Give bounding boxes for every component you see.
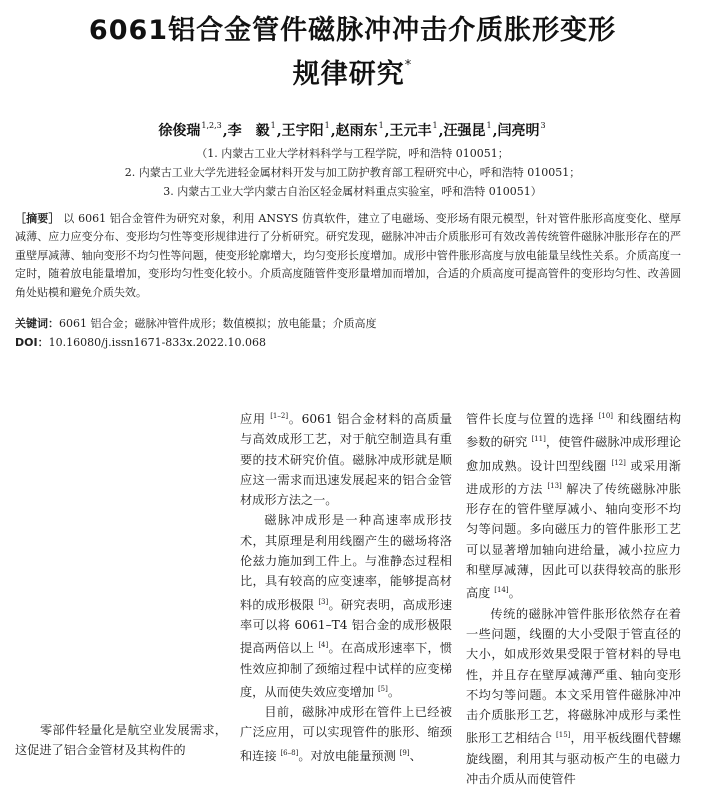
body-text: ，使管件磁脉冲成形理论愈加成熟。设计凹型线圈 [466, 435, 682, 473]
citation-mark: [15] [556, 731, 571, 740]
author-separator: , [222, 123, 228, 139]
citation-mark: [11] [531, 435, 546, 444]
author-affiliation-mark: 1 [486, 121, 492, 130]
author-name: 王元丰 [389, 123, 432, 139]
author-separator: , [492, 123, 498, 139]
citation-mark: [10] [598, 412, 614, 420]
author-name: 徐俊瑞 [158, 123, 201, 139]
citation-mark: [14] [494, 586, 509, 595]
citation-mark: [5] [377, 684, 388, 693]
author-affiliation-mark: 1,2,3 [201, 121, 222, 130]
body-text: 应用 [240, 412, 271, 426]
body-paragraph [240, 406, 452, 510]
title-footnote-mark: * [404, 58, 413, 73]
body-paragraph [240, 702, 452, 766]
body-text: 传统的磁脉冲管件胀形依然存在着一些问题，线圈的大小受限于管直径的大小，如成形效果受限于管材料的导电性，并且存在壁厚减薄严重、轴向变形不均匀等问题。本文采用管件磁脉冲冲击介质胀形工艺，将磁脉冲成形与柔性胀形工艺相结合 [466, 606, 681, 746]
keywords-label: 关键词： [15, 317, 59, 330]
body-paragraph [240, 510, 452, 702]
author-name: 李 毅 [227, 123, 270, 139]
affiliation-3: 3. 内蒙古工业大学内蒙古自治区轻金属材料重点实验室，呼和浩特 010051） [163, 185, 542, 198]
body-text: 管件长度与位置的选择 [466, 412, 599, 426]
paper-title-line-1: 6061铝合金管件磁脉冲冲击介质胀形变形 [88, 15, 617, 46]
body-text: 、 [409, 748, 422, 763]
author-name: 赵雨东 [335, 123, 378, 139]
body-text: 或采用渐进成形的方法 [466, 458, 681, 496]
affiliation-2: 2. 内蒙古工业大学先进轻金属材料开发与加工防护教育部工程研究中心，呼和浩特 010051； [124, 166, 581, 179]
body-column-3 [466, 406, 681, 789]
author-affiliation-mark: 1 [378, 121, 384, 130]
body-column-1 [15, 720, 227, 761]
body-text: 。在高成形速率下，惯性效应抑制了颈缩过程中试样的应变梯度，从而使失效应变增加 [240, 641, 453, 699]
author-list [0, 120, 705, 140]
doi-label: DOI： [15, 336, 49, 349]
citation-mark: [4] [318, 641, 329, 650]
body-text: 目前，磁脉冲成形在管件上已经被广泛应用，可以实现管件的胀形、缩颈和连接 [240, 705, 452, 763]
citation-mark: [9] [399, 748, 410, 757]
author-affiliation-mark: 3 [540, 121, 546, 130]
author-affiliation-mark: 1 [432, 121, 438, 130]
citation-mark: [3] [318, 597, 329, 606]
citation-mark: [1–2] [270, 412, 289, 420]
body-paragraph [466, 406, 681, 604]
author-affiliation-mark: 1 [270, 121, 276, 130]
abstract-text: 以 6061 铝合金管件为研究对象，利用 ANSYS 仿真软件，建立了电磁场、变形场有限元模型，针对管件胀形高度变化、壁厚减薄、应力应变分布、变形均匀性等变形规律进行了分析研究。研究发现，磁脉冲冲击介质胀形可有效改善传统管件磁脉冲胀形存在的严重壁厚减薄、轴向变形不均匀性等问题，使变形轮廓增大，均匀变形长度增加。成形中管件胀形高度与放电能量呈线性关系。介质高度一定时，随着放电能量增加，变形均匀性变化较小。介质高度随管件变形量增加而增加，合适的介质高度可提高管件的变形均匀性、改善圆角处贴模和避免介质失效。 [15, 212, 682, 299]
body-text: 磁脉冲成形是一种高速率成形技术，其原理是利用线圈产生的磁场将洛伦兹力施加到工件上。与准静态过程相比，具有较高的应变速率，能够提高材料的成形极限 [240, 513, 452, 612]
body-column-2 [240, 406, 452, 766]
author-affiliation-mark: 1 [324, 121, 330, 130]
author-separator: , [330, 123, 336, 139]
keywords-text: 6061 铝合金；磁脉冲管件成形；数值模拟；放电能量；介质高度 [59, 317, 377, 330]
body-text: 。 [508, 586, 521, 601]
paper-title-line-2 [0, 52, 705, 91]
body-text: 和线圈结构参数的研究 [466, 412, 682, 450]
keywords [15, 315, 695, 331]
citation-mark: [12] [611, 458, 626, 467]
body-text: 。研究表明，高成形速率可以将 6061–T4 铝合金的成形极限提高两倍以上 [240, 597, 453, 656]
body-text: 。对放电能量预测 [298, 748, 400, 763]
abstract [15, 210, 681, 302]
body-paragraph: 零部件轻量化是航空业发展需求，这促进了铝合金管材及其构件的 [15, 723, 227, 758]
abstract-label: ［摘要］ [15, 212, 60, 225]
citation-mark: [13] [547, 481, 562, 490]
citation-mark: [6–8] [280, 748, 299, 757]
paper-title-text: 规律研究 [292, 59, 405, 90]
body-text: 。6061 铝合金材料的高质量与高效成形工艺，对于航空制造具有重要的技术研究价值。磁脉冲成形就是顺应这一需求而迅速发展起来的铝合金管材成形方法之一。 [240, 412, 453, 508]
author-separator: , [276, 123, 282, 139]
body-text: 。 [387, 684, 401, 699]
body-text: 解决了传统磁脉冲胀形存在的管件壁厚减小、轴向变形不均匀等问题。多向磁压力的管件胀形工艺可以显著增加轴向进给量，减小拉应力和壁厚减薄，因此可以获得较高的胀形高度 [466, 481, 682, 601]
doi-text: 10.16080/j.issn1671-833x.2022.10.068 [48, 336, 266, 349]
author-name: 王宇阳 [281, 123, 324, 139]
doi [15, 334, 695, 350]
body-text: ，用平板线圈代替螺旋线圈，利用其与驱动板产生的电磁力冲击介质从而使管件 [466, 731, 682, 787]
body-paragraph [466, 604, 681, 789]
author-name: 闫亮明 [497, 123, 540, 139]
author-name: 汪强昆 [443, 123, 486, 139]
affiliation-1: （1. 内蒙古工业大学材料科学与工程学院，呼和浩特 010051； [196, 147, 509, 160]
author-separator: , [384, 123, 390, 139]
author-separator: , [438, 123, 444, 139]
